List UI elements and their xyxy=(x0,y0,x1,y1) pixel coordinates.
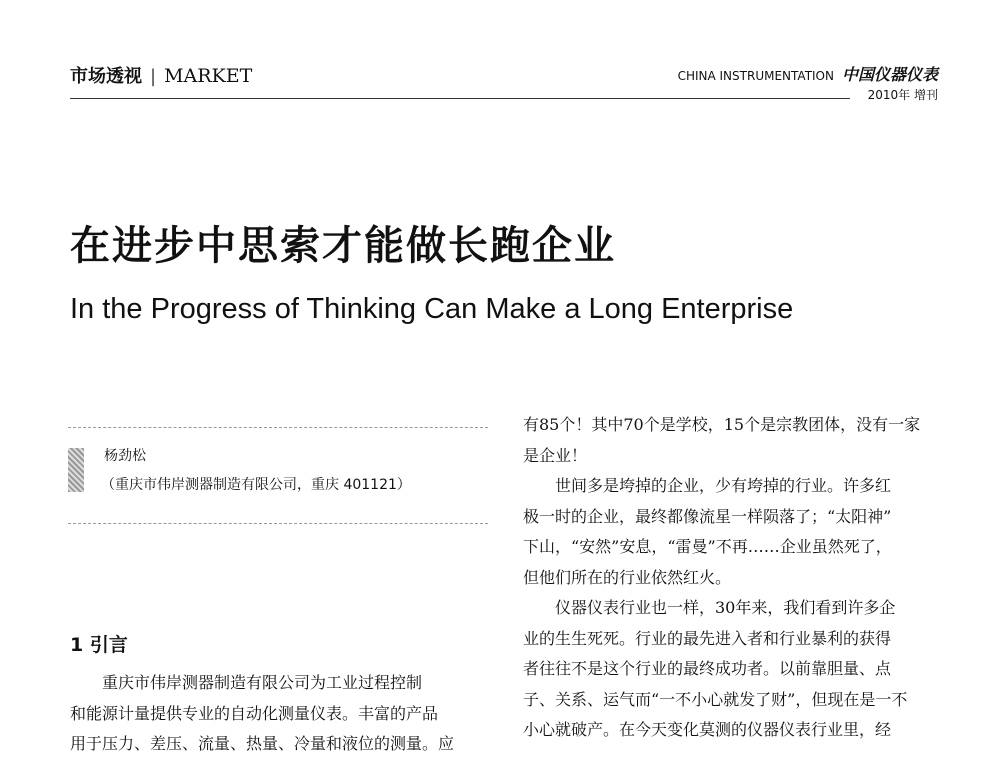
author-affiliation: （重庆市伟岸测器制造有限公司，重庆 401121） xyxy=(101,477,411,493)
issue-label: 2010年 增刊 xyxy=(867,88,938,102)
article-title-en: In the Progress of Thinking Can Make a Long Enterprise xyxy=(70,293,794,325)
body-column-right xyxy=(523,410,920,746)
author-marker-bar xyxy=(68,448,84,492)
article-title-cn: 在进步中思索才能做长跑企业 xyxy=(70,223,616,269)
journal-name-en: CHINA INSTRUMENTATION xyxy=(677,69,834,83)
body-line: 和能源计量提供专业的自动化测量仪表。丰富的产品 xyxy=(70,703,439,723)
author-name: 杨劲松 xyxy=(104,448,146,464)
body-line: 是企业！ xyxy=(523,445,588,465)
running-header-section xyxy=(70,62,252,88)
author-box xyxy=(68,427,488,524)
body-line: 有85个！其中70个是学校，15个是宗教团体，没有一家 xyxy=(523,415,921,434)
header-rule xyxy=(70,98,850,99)
body-line: 仪器仪表行业也一样，30年来，我们看到许多企 xyxy=(555,598,896,617)
body-line: 者往往不是这个行业的最终成功者。以前靠胆量、点 xyxy=(523,659,892,678)
body-line: 用于压力、差压、流量、热量、冷量和液位的测量。应 xyxy=(70,734,455,753)
body-column-left xyxy=(70,668,454,760)
body-line: 极一时的企业，最终都像流星一样陨落了；“太阳神” xyxy=(523,506,892,526)
body-line: 业的生生死死。行业的最先进入者和行业暴利的获得 xyxy=(523,628,892,648)
body-line: 重庆市伟岸测器制造有限公司为工业过程控制 xyxy=(102,673,423,692)
body-line: 小心就破产。在今天变化莫测的仪器仪表行业里，经 xyxy=(523,720,892,739)
section-label-cn: 市场透视 xyxy=(70,66,142,87)
journal-name-cn: 中国仪器仪表 xyxy=(841,65,938,84)
section-label-en: MARKET xyxy=(164,65,253,87)
body-line: 下山，“安然”安息，“雷曼”不再……企业虽然死了， xyxy=(523,537,892,556)
body-line: 世间多是垮掉的企业，少有垮掉的行业。许多红 xyxy=(555,476,892,495)
body-line: 子、关系、运气而“一不小心就发了财”，但现在是一不 xyxy=(523,689,908,709)
section-heading: 1 引言 xyxy=(70,634,128,656)
running-header-journal xyxy=(678,62,938,85)
header-separator: | xyxy=(150,66,157,87)
body-line: 但他们所在的行业依然红火。 xyxy=(523,567,732,587)
